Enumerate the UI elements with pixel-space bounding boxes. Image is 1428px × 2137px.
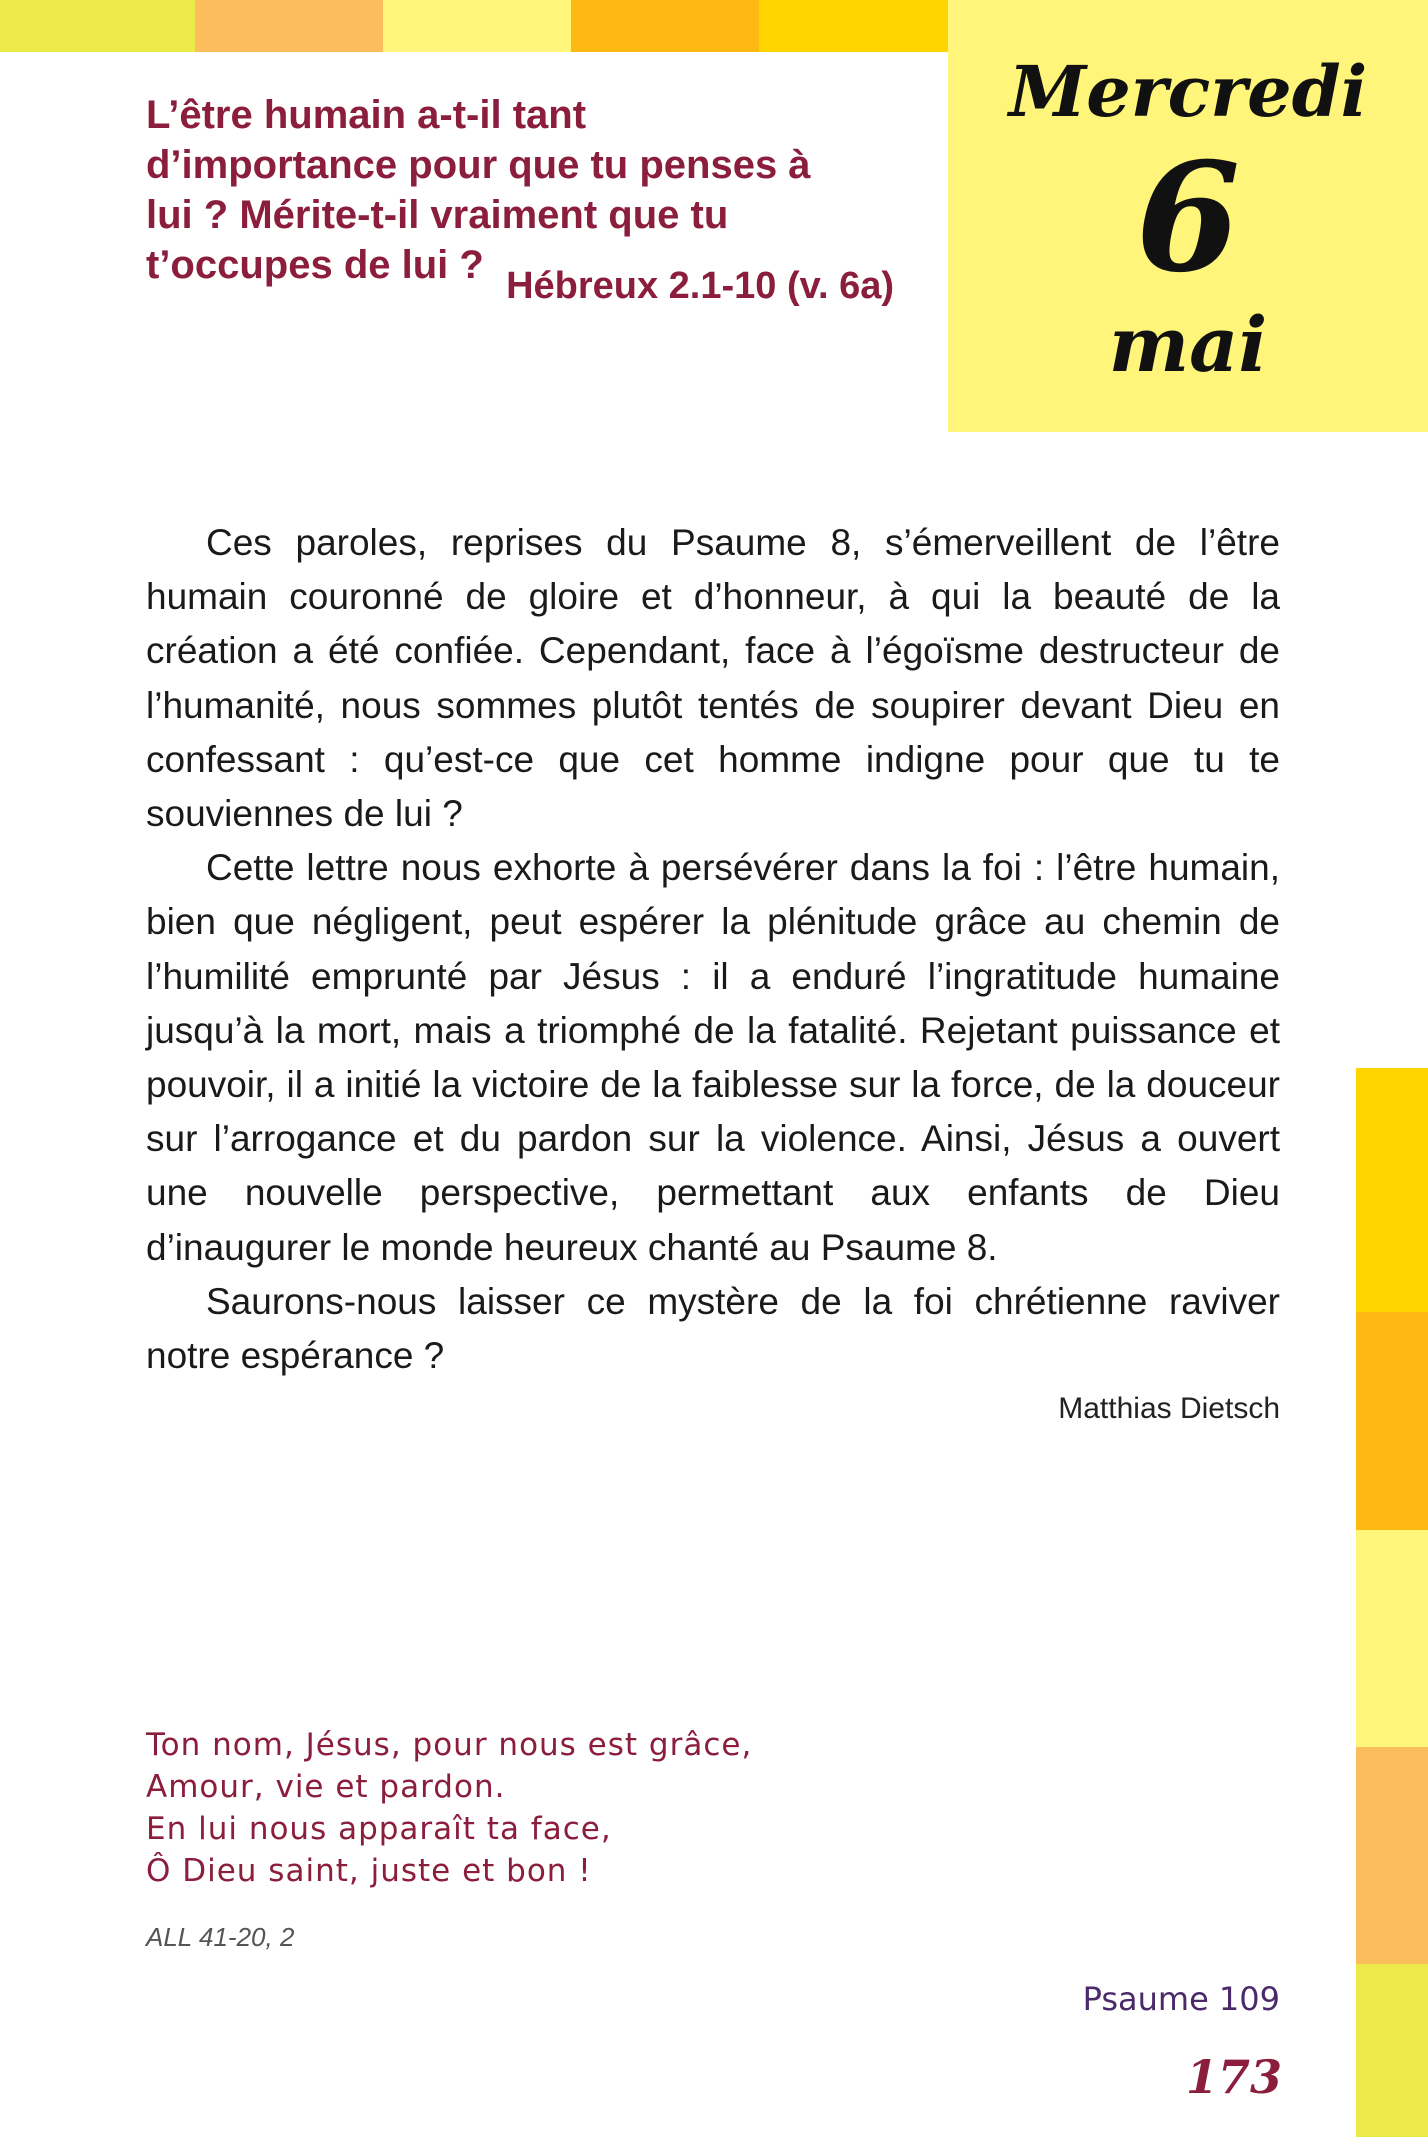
date-day: 6 [1135, 130, 1241, 306]
date-weekday: Mercredi [1008, 50, 1368, 133]
top-strip-segment [383, 0, 571, 52]
page-number: 173 [1185, 2050, 1282, 2104]
side-strip-segment [1356, 1530, 1428, 1747]
hymn-line: Ô Dieu saint, juste et bon ! [146, 1853, 592, 1889]
side-strip-segment [1356, 1747, 1428, 1964]
date-month: mai [1108, 300, 1268, 389]
meditation-paragraph: Saurons-nous laisser ce mystère de la foi chrétienne raviver notre espérance ? [146, 1280, 1280, 1377]
top-strip-segment [0, 0, 195, 52]
hymn-line: Ton nom, Jésus, pour nous est grâce, [146, 1727, 753, 1763]
author-name: Matthias Dietsch [1058, 1392, 1280, 1425]
meditation-paragraph: Ces paroles, reprises du Psaume 8, s’émerveillent de l’être humain couronné de gloire et d’honneur, à qui la beauté de la création a été confiée. Cependant, face à l’égoïsme destructeur de l’humanité, nous sommes plutôt tentés de soupirer devant Dieu en confessant : qu’est-ce que cet homme indigne pour que tu te souviennes de lui ? [146, 522, 1280, 835]
side-strip-segment [1356, 1312, 1428, 1530]
hymn-line: En lui nous apparaît ta face, [146, 1811, 612, 1847]
top-strip-segment [759, 0, 948, 52]
verse-quote: L’être humain a-t-il tant d’importance pour que tu penses à lui ? Mérite-t-il vraiment que tu t’occupes de lui ? [146, 93, 811, 287]
hymn-line: Amour, vie et pardon. [146, 1769, 506, 1805]
meditation-text [146, 516, 1280, 1383]
top-strip-segment [195, 0, 383, 52]
hymn-stanza [146, 1724, 906, 1892]
verse-reference: Hébreux 2.1-10 (v. 6a) [506, 265, 894, 307]
top-strip-segment [571, 0, 759, 52]
side-strip-segment [1356, 1068, 1428, 1312]
meditation-paragraph: Cette lettre nous exhorte à persévérer dans la foi : l’être humain, bien que négligent, peut espérer la plénitude grâce au chemin de l’humilité emprunté par Jésus : il a enduré l’ingratitude humaine jusqu’à la mort, mais a triomphé de la fatalité. Rejetant puissance et pouvoir, il a initié la victoire de la faiblesse sur la force, de la douceur sur l’arrogance et du pardon sur la violence. Ainsi, Jésus a ouvert une nouvelle perspective, permettant aux enfants de Dieu d’inaugurer le monde heureux chanté au Psaume 8. [146, 847, 1280, 1268]
daily-reading: Psaume 109 [1082, 1980, 1280, 2018]
hymn-reference: ALL 41-20, 2 [146, 1922, 295, 1952]
date-box [948, 0, 1428, 432]
side-strip-segment [1356, 1964, 1428, 2137]
